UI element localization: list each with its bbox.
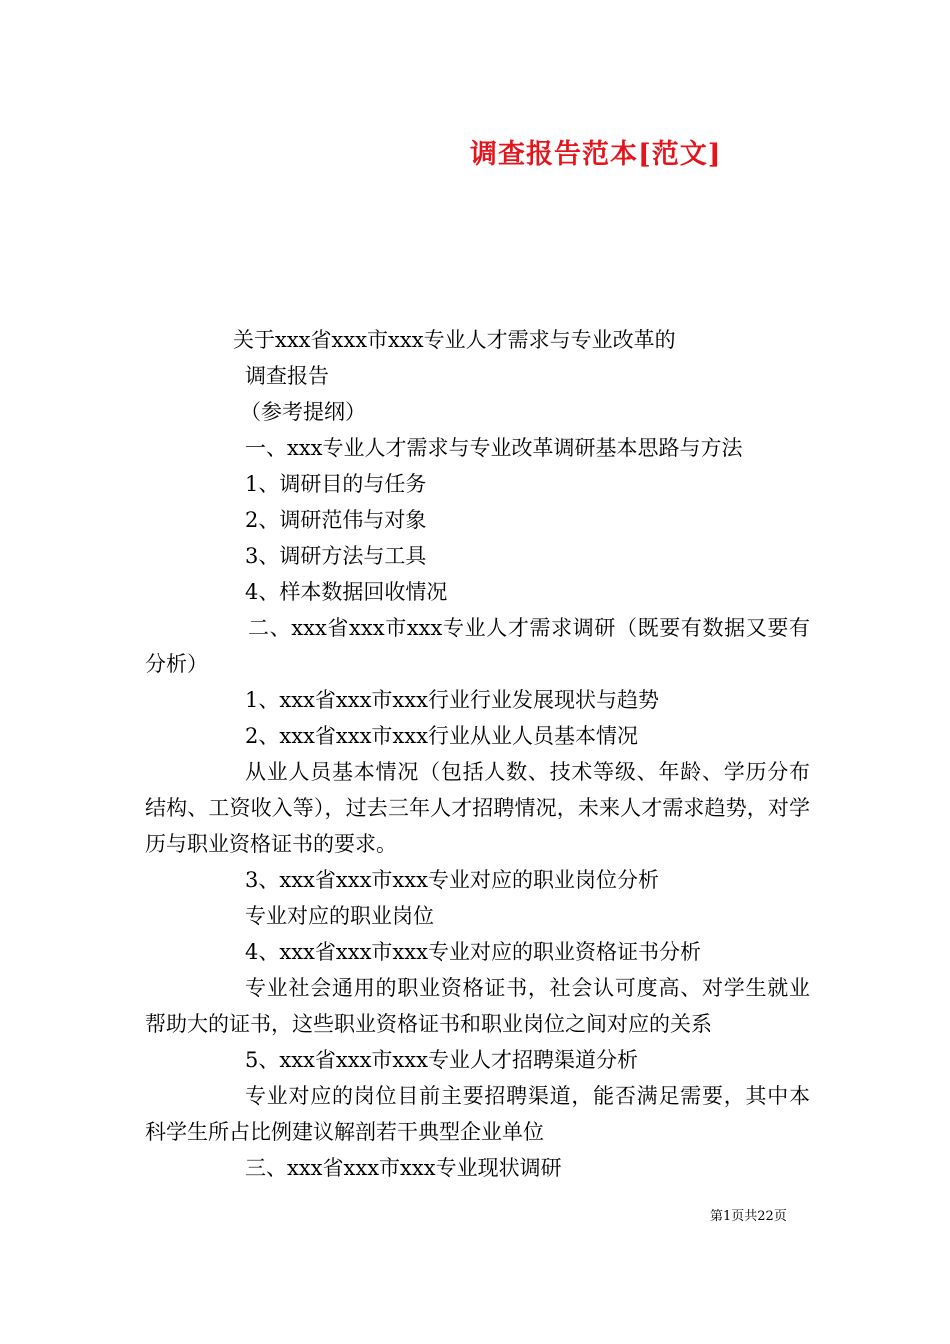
page-number: 第1页共22页 (710, 1209, 787, 1224)
section-2-item-2: 2、xxx省xxx市xxx行业从业人员基本情况 (245, 724, 638, 748)
section-1-item-2: 2、调研范伟与对象 (245, 508, 427, 532)
report-heading-line-1: 关于xxx省xxx市xxx专业人才需求与专业改革的 (233, 328, 676, 352)
report-heading-line-2: 调查报告 (245, 364, 329, 388)
section-2-item-4: 4、xxx省xxx市xxx专业对应的职业资格证书分析 (245, 940, 701, 964)
section-1-item-4: 4、样本数据回收情况 (245, 580, 448, 604)
section-1-item-3: 3、调研方法与工具 (245, 544, 427, 568)
report-subtitle: （参考提纲） (240, 400, 366, 424)
section-1-title: 一、xxx专业人才需求与专业改革调研基本思路与方法 (245, 436, 743, 460)
section-2-item-3-text: 专业对应的职业岗位 (245, 904, 434, 928)
section-2-item-5: 5、xxx省xxx市xxx专业人才招聘渠道分析 (245, 1048, 638, 1072)
channel-paragraph: 专业对应的岗位目前主要招聘渠道，能否满足需要，其中本科学生所占比例建议解剖若干典型企业单位 (145, 1084, 810, 1144)
document-body (145, 322, 810, 1186)
section-3-title: 三、xxx省xxx市xxx专业现状调研 (245, 1156, 562, 1180)
section-2-item-1: 1、xxx省xxx市xxx行业行业发展现状与趋势 (245, 688, 659, 712)
section-1-item-1: 1、调研目的与任务 (245, 472, 427, 496)
document-title: 调查报告范本[范文] (470, 139, 722, 170)
staff-paragraph: 从业人员基本情况（包括人数、技术等级、年龄、学历分布结构、工资收入等），过去三年人才招聘情况，未来人才需求趋势，对学历与职业资格证书的要求。 (145, 760, 810, 856)
certificate-paragraph: 专业社会通用的职业资格证书，社会认可度高、对学生就业帮助大的证书，这些职业资格证书和职业岗位之间对应的关系 (145, 976, 810, 1036)
section-2-title: 二、xxx省xxx市xxx专业人才需求调研（既要有数据又要有分析） (145, 616, 810, 676)
section-2-item-3: 3、xxx省xxx市xxx专业对应的职业岗位分析 (245, 868, 659, 892)
